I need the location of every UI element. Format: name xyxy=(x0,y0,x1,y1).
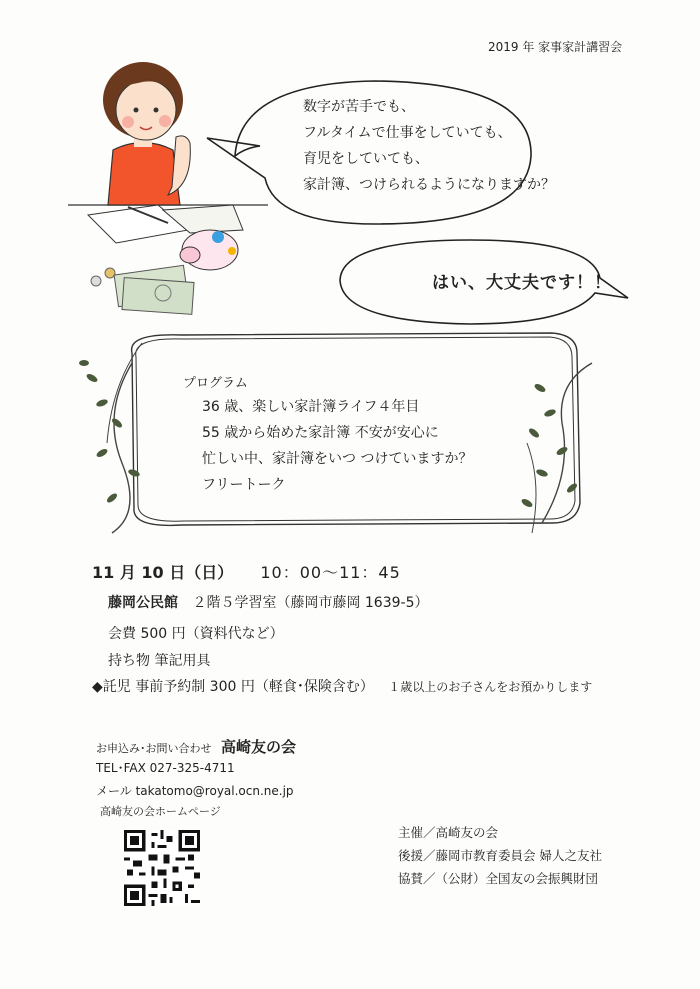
contact-mail[interactable]: メール takatomo@royal.ocn.ne.jp xyxy=(96,784,294,798)
question-line: 家計簿、つけられるようになりますか？ xyxy=(303,177,555,193)
sponsor-organizer: 主催／高崎友の会 xyxy=(398,825,499,840)
header-title: 2019 年 家事家計講習会 xyxy=(488,40,623,54)
childcare-note: １歳以上のお子さんをお預かりします xyxy=(388,680,593,694)
sponsor-support: 後援／藤岡市教育委員会 婦人之友社 xyxy=(398,848,602,863)
sponsor-cosponsor: 協賛／（公財）全国友の会振興財団 xyxy=(398,871,599,886)
question-text xyxy=(303,94,555,198)
event-datetime xyxy=(92,560,401,583)
event-time: 10：00〜11：45 xyxy=(260,563,401,582)
venue-detail: ２階５学習室（藤岡市藤岡 1639-5） xyxy=(192,595,429,611)
contact-label: お申込み･お問い合わせ xyxy=(96,742,212,755)
childcare-text: ◆託児 事前予約制 300 円（軽食･保険含む） xyxy=(92,679,374,695)
program-title: プログラム xyxy=(183,376,248,391)
event-date: 11 月 10 日（日） xyxy=(92,563,234,582)
program-item: 忙しい中、家計簿をいつ つけていますか？ xyxy=(202,451,473,467)
program-item: 55 歳から始めた家計簿 不安が安心に xyxy=(202,425,439,441)
qr-code-icon[interactable] xyxy=(124,830,200,906)
venue-name: 藤岡公民館 xyxy=(108,595,178,611)
question-line: 育児をしていても、 xyxy=(303,151,429,167)
event-items: 持ち物 筆記用具 xyxy=(108,653,211,669)
question-line: 数字が苦手でも、 xyxy=(303,99,415,115)
program-item: フリートーク xyxy=(202,477,286,493)
program-item: 36 歳、楽しい家計簿ライフ４年目 xyxy=(202,399,420,415)
contact-heading xyxy=(96,736,296,757)
contact-tel: TEL･FAX 027-325-4711 xyxy=(96,761,235,775)
contact-org: 高崎友の会 xyxy=(221,738,297,756)
event-venue xyxy=(108,592,429,612)
event-fee: 会費 500 円（資料代など） xyxy=(108,626,284,642)
answer-text: はい、大丈夫です！！ xyxy=(432,273,612,293)
question-line: フルタイムで仕事をしていても、 xyxy=(303,125,512,141)
contact-homepage: 高崎友の会ホームページ xyxy=(100,805,221,818)
event-childcare xyxy=(92,676,592,696)
